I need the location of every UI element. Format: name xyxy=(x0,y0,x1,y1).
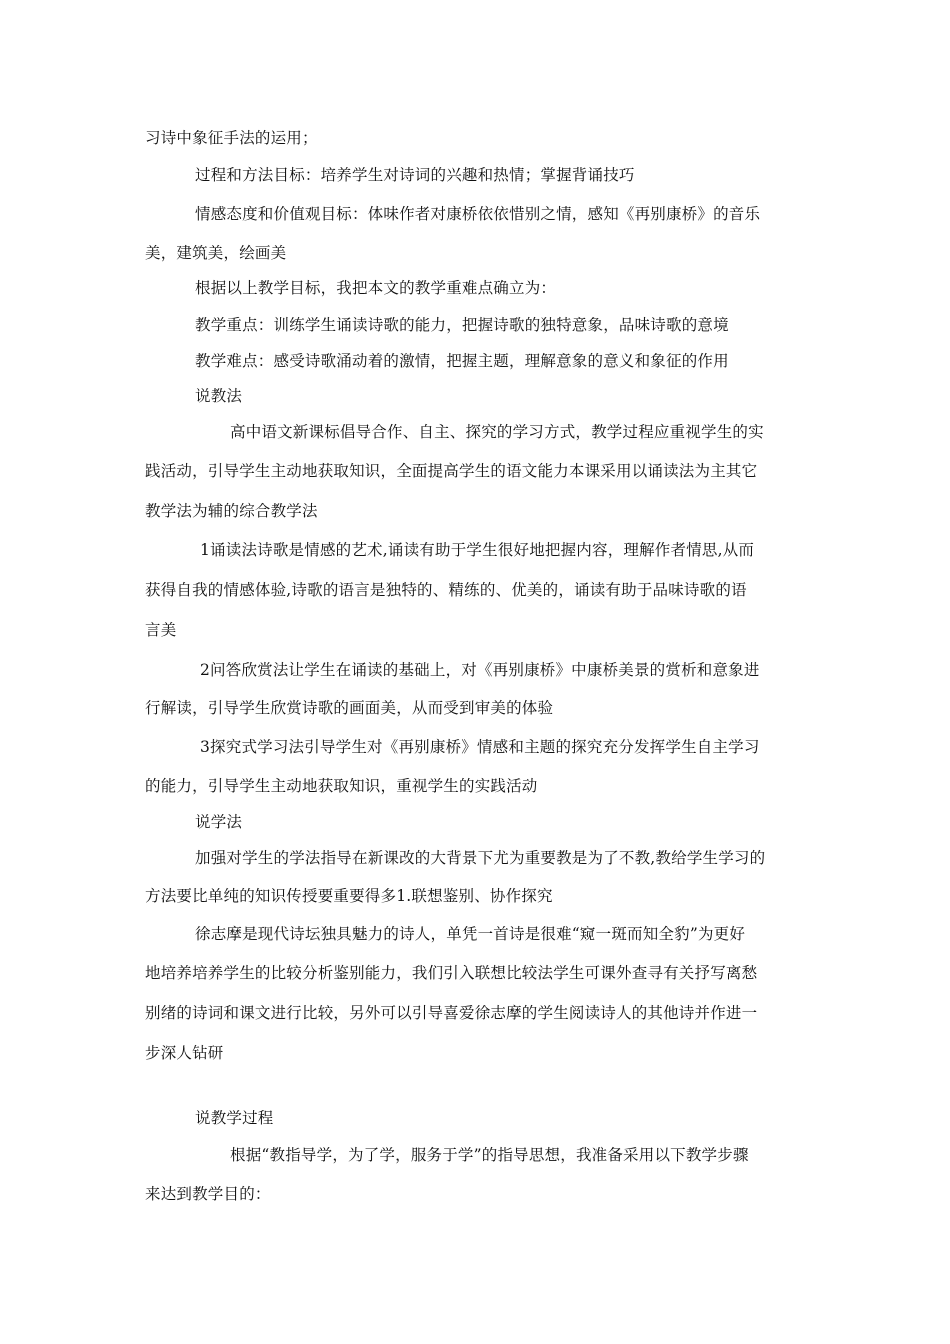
section-heading: 说教学过程 xyxy=(195,1109,274,1127)
text-line: 教学难点：感受诗歌涌动着的激情，把握主题，理解意象的意义和象征的作用 xyxy=(195,352,729,370)
text-line: 2问答欣赏法让学生在诵读的基础上，对《再别康桥》中康桥美景的赏析和意象进 xyxy=(200,661,760,679)
text-line: 地培养培养学生的比较分析鉴别能力，我们引入联想比较法学生可课外查寻有关抒写离愁 xyxy=(145,964,758,982)
text-line: 行解读，引导学生欣赏诗歌的画面美，从而受到审美的体验 xyxy=(145,699,554,717)
text-line: 徐志摩是现代诗坛独具魅力的诗人，单凭一首诗是很难“窥一斑而知全豹”为更好 xyxy=(195,925,746,943)
text-line: 教学重点：训练学生诵读诗歌的能力，把握诗歌的独特意象，品味诗歌的意境 xyxy=(195,316,729,334)
text-line: 加强对学生的学法指导在新课改的大背景下尤为重要教是为了不教,教给学生学习的 xyxy=(195,849,766,867)
text-line: 3探究式学习法引导学生对《再别康桥》情感和主题的探究充分发挥学生自主学习 xyxy=(200,738,760,756)
text-line: 习诗中象征手法的运用； xyxy=(145,129,318,147)
text-line: 别绪的诗词和课文进行比较，另外可以引导喜爱徐志摩的学生阅读诗人的其他诗并作进一 xyxy=(145,1004,758,1022)
text-line: 的能力，引导学生主动地获取知识，重视学生的实践活动 xyxy=(145,777,538,795)
text-line: 根据以上教学目标，我把本文的教学重难点确立为： xyxy=(195,279,557,297)
text-line: 过程和方法目标：培养学生对诗词的兴趣和热情；掌握背诵技巧 xyxy=(195,166,635,184)
text-line: 言美 xyxy=(145,621,177,639)
text-line: 践活动，引导学生主动地获取知识，全面提高学生的语文能力本课采用以诵读法为主其它 xyxy=(145,462,758,480)
text-line: 获得自我的情感体验,诗歌的语言是独特的、精练的、优美的，诵读有助于品味诗歌的语 xyxy=(145,581,747,599)
text-line: 美，建筑美，绘画美 xyxy=(145,244,287,262)
section-heading: 说教法 xyxy=(195,387,243,405)
text-line: 根据“教指导学，为了学，服务于学”的指导思想，我准备采用以下教学步骤 xyxy=(230,1146,749,1164)
text-line: 1诵读法诗歌是情感的艺术,诵读有助于学生很好地把握内容，理解作者情思,从而 xyxy=(200,541,755,559)
section-heading: 说学法 xyxy=(195,813,243,831)
text-line: 步深人钻研 xyxy=(145,1044,224,1062)
text-line: 教学法为辅的综合教学法 xyxy=(145,502,318,520)
text-line: 方法要比单纯的知识传授要重要得多1.联想鉴别、协作探究 xyxy=(145,887,553,905)
text-line: 来达到教学目的： xyxy=(145,1185,271,1203)
text-line: 情感态度和价值观目标：体味作者对康桥依依惜别之情，感知《再别康桥》的音乐 xyxy=(195,205,761,223)
text-line: 高中语文新课标倡导合作、自主、探究的学习方式，教学过程应重视学生的实 xyxy=(230,423,764,441)
